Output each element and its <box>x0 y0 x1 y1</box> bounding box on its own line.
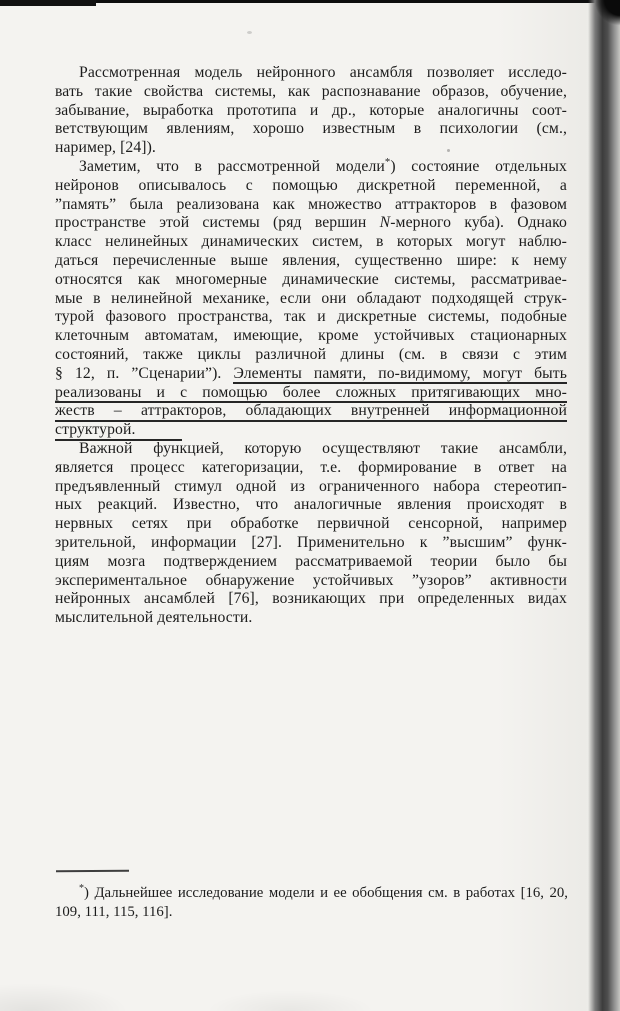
text-segment: Важной функцией, которую осуществляют такие ансамбли, <box>79 439 567 457</box>
text-segment: вать такие свойства системы, как распознавание образов, обучение, <box>55 82 567 100</box>
scan-corner-mark <box>576 0 620 46</box>
text-segment: даться перечисленные выше явления, существенно шире: к нему <box>55 251 567 269</box>
text-segment: класс нелинейных динамических систем, в которых могут наблю- <box>55 233 567 251</box>
text-line <box>55 384 567 403</box>
page-text <box>55 64 567 628</box>
text-segment: ) Дальнейшее исследование модели и ее обобщения см. в работах [16, 20, <box>84 885 568 901</box>
footnote-marker: * <box>79 883 85 895</box>
scan-speckle <box>247 31 252 34</box>
text-line <box>55 120 567 139</box>
text-segment: ) состояние отдельных <box>390 157 567 175</box>
text-line <box>55 534 567 553</box>
italic-variable: N <box>379 214 391 232</box>
text-line <box>55 402 567 421</box>
text-line <box>55 308 567 327</box>
text-segment: ”память” была реализована как множество аттракторов в фазовом <box>55 195 567 213</box>
text-line <box>55 102 567 121</box>
footnote-marker: * <box>384 155 391 168</box>
text-line <box>55 233 567 252</box>
footnote-rule <box>56 870 129 873</box>
text-line <box>55 290 567 309</box>
text-segment: мые в нелинейной механике, если они обладают подходящей струк- <box>55 289 567 307</box>
paragraph <box>55 440 567 628</box>
underlined-text: Элементы памяти, по-видимому, могут быть <box>233 365 567 385</box>
paragraph <box>55 64 567 158</box>
text-line <box>55 252 567 271</box>
text-line <box>55 346 567 365</box>
text-segment: 109, 111, 115, 116]. <box>55 904 173 921</box>
text-segment: мыслительной деятельности. <box>55 609 253 627</box>
text-line <box>55 609 567 628</box>
text-segment: нейронов описывалось с помощью дискретной переменной, а <box>55 176 567 194</box>
text-segment: клеточным автоматам, имеющие, кроме устойчивых стационарных <box>55 327 567 345</box>
text-line <box>55 214 567 233</box>
text-segment: наример, [24]). <box>55 139 156 157</box>
text-segment: Заметим, что в рассмотренной модели <box>79 157 385 175</box>
text-segment: является процесс категоризации, т.е. формирование в ответ на <box>55 458 567 476</box>
text-line <box>55 496 567 515</box>
text-line <box>55 440 567 459</box>
scan-edge-right-band <box>588 0 620 1011</box>
text-line <box>55 139 567 158</box>
text-line <box>55 271 567 290</box>
text-segment: турой фазового пространства, так и дискретные системы, подобные <box>55 308 567 326</box>
paragraph <box>55 155 568 440</box>
text-segment: относятся как многомерные динамические системы, рассматривае- <box>55 270 567 288</box>
text-segment: зрительной, информации [27]. Применительно к ”высшим” функ- <box>55 533 567 551</box>
text-line <box>55 177 567 196</box>
text-line <box>55 884 568 903</box>
text-segment: предъявленный стимул одной из ограниченного набора стереотип- <box>55 477 567 495</box>
text-line <box>55 553 567 572</box>
text-segment: § 12, п. ”Сценарии”). <box>55 364 234 382</box>
text-line <box>55 155 567 177</box>
text-segment: ветствующим явлениям, хорошо известным в психологии (см., <box>55 120 567 138</box>
text-segment: состояний, также циклы различной длины (см. в связи с этим <box>55 345 567 363</box>
text-segment: ных реакций. Известно, что аналогичные явления происходят в <box>55 496 567 514</box>
text-line <box>55 459 567 478</box>
text-line <box>55 365 567 384</box>
text-line <box>55 327 567 346</box>
text-line <box>55 590 567 609</box>
paragraph <box>55 884 568 923</box>
text-line <box>55 572 567 591</box>
text-segment: нервных сетях при обработке первичной сенсорной, например <box>55 515 567 533</box>
text-line <box>55 64 567 83</box>
text-segment: забывание, выработка прототипа и др., которые аналогичны соот- <box>55 101 567 119</box>
text-line <box>55 515 567 534</box>
text-line <box>55 196 567 215</box>
underlined-text: структурой. <box>55 421 182 441</box>
text-segment: экспериментальное обнаружение устойчивых ”узоров” активности <box>55 571 567 589</box>
text-line <box>55 421 567 440</box>
text-line <box>55 478 567 497</box>
text-segment: нейронных ансамблей [76], возникающих при определенных видах <box>55 590 567 608</box>
underlined-text: реализованы и с помощью более сложных притягивающих мно- <box>55 384 567 404</box>
text-segment: циям мозга подтверждением рассматриваемой теории было бы <box>55 552 567 570</box>
text-segment: пространстве этой системы (ряд вершин <box>55 214 380 232</box>
text-line <box>55 83 567 102</box>
footnote <box>55 884 568 923</box>
text-segment: Рассмотренная модель нейронного ансамбля позволяет исследо- <box>79 64 567 81</box>
underlined-text: жеств – аттракторов, обладающих внутренней информационной <box>55 402 567 422</box>
text-line <box>55 903 568 922</box>
text-segment: -мерного куба). Однако <box>390 214 567 232</box>
scan-edge-top-left <box>0 0 96 6</box>
